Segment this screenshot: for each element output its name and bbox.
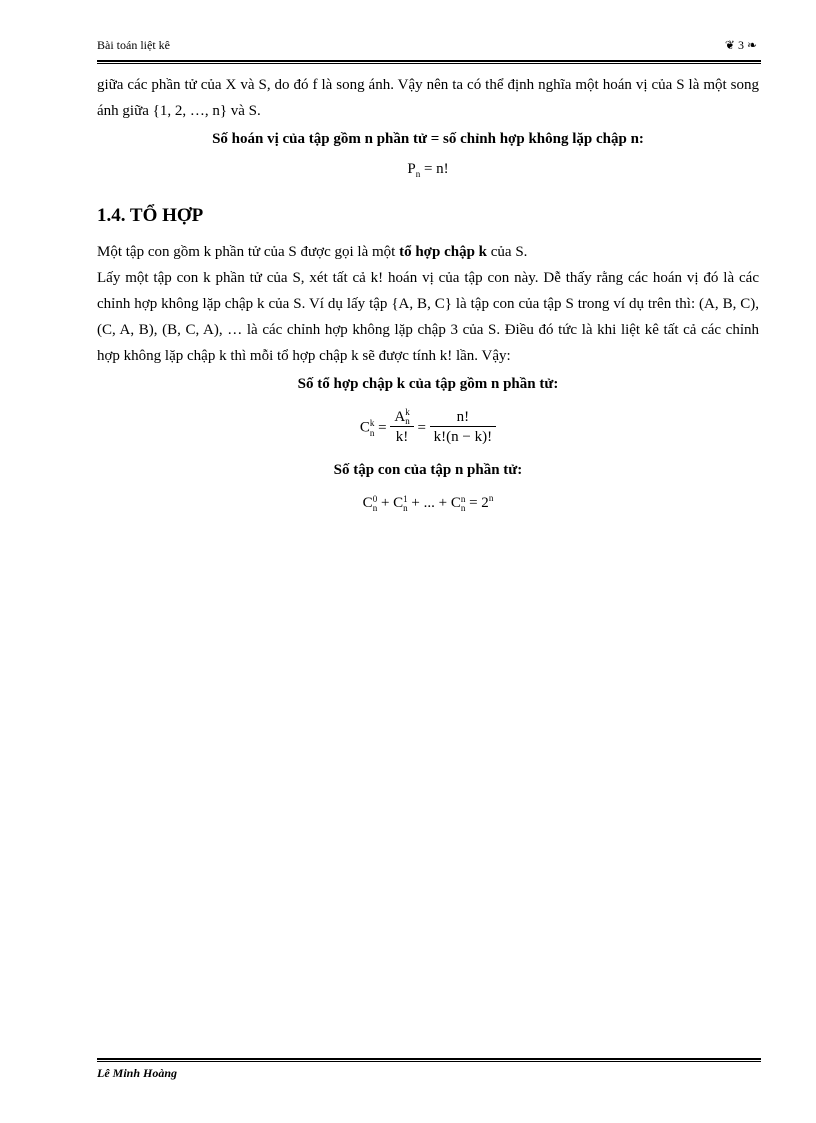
combination-formula: C k n = A k n k! = $\frac{n!}{k!(n - k)!}$ <box>97 403 759 451</box>
permutation-heading: Số hoán vị của tập gồm n phần tử = số chỉnh hợp không lặp chập n: <box>212 131 644 147</box>
header-rule <box>97 60 761 62</box>
header-page-number <box>725 38 757 53</box>
footer-rule <box>97 1058 761 1060</box>
page-header <box>97 38 757 56</box>
ornament-left-icon: ❦ <box>724 38 735 52</box>
paragraph-combination-definition: Một tập con gồm k phần tử của S được gọi là một tổ hợp chập k của S. <box>97 244 528 260</box>
footer-rule-thin <box>97 1061 761 1062</box>
page-number: 3 <box>737 38 744 52</box>
header-rule-thin <box>97 63 761 64</box>
subset-heading: Số tập con của tập n phần tử: <box>333 462 523 478</box>
paragraph-combination-explanation: Lấy một tập con k phần tử của S, xét tất cả k! hoán vị của tập con này. Dễ thấy rằng các hoán vị đó là các chỉnh hợp không lặp chập k của S. Ví dụ lấy tập {A, B, C} là tập con của tập S trong ví dụ trên thì: (A, B, C), (C, A, B), (B, C, A), … là các chỉnh hợp không lặp chập 3 của S. Điều đó tức là khi liệt kê tất cả các chỉnh hợp không lặp chập k thì mỗi tổ hợp chập k sẽ được tính k! lần. Vậy: <box>97 270 759 364</box>
section-title: 1.4. TỔ HỢP <box>97 205 204 226</box>
ornament-right-icon: ❧ <box>746 38 757 52</box>
permutation-formula: $P_n = n$! <box>407 161 449 179</box>
subset-formula: C 0 n + C 1 n + ... + C n n = $2^n$ <box>362 493 494 513</box>
footer-author: Lê Minh Hoàng <box>97 1066 178 1080</box>
paragraph-permutation-definition: giữa các phần tử của X và S, do đó f là song ánh. Vậy nên ta có thể định nghĩa một hoán vị của S là một song ánh giữa {1, 2, …, n} và S. <box>97 77 759 119</box>
page-content <box>97 72 759 516</box>
combination-heading: Số tổ hợp chập k của tập gồm n phần tử: <box>297 376 559 392</box>
header-title: Bài toán liệt kê <box>97 38 170 52</box>
